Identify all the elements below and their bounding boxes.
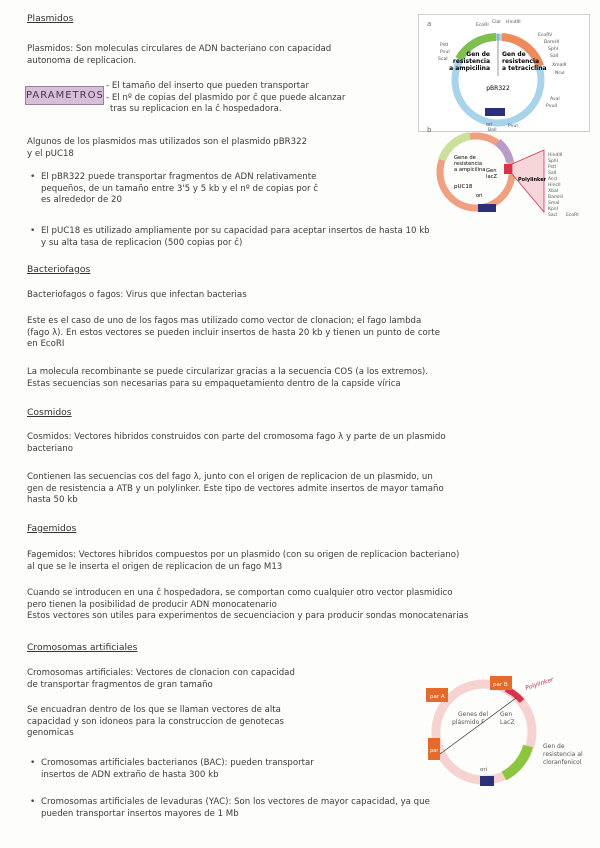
text-line: tras su replicacion en la ĉ hospedadora. bbox=[110, 104, 282, 114]
site-label: ClaI bbox=[492, 20, 501, 25]
heading-cosmidos: Cosmidos bbox=[27, 407, 72, 418]
cm-label: resistencia al bbox=[543, 751, 583, 758]
lacz-label: Gen bbox=[486, 168, 497, 174]
gene-label: resistencia bbox=[454, 161, 483, 167]
text-line: autonoma de replicacion. bbox=[27, 55, 137, 66]
yac-bullet bbox=[41, 797, 430, 820]
parametros-label: PARAMETROS bbox=[25, 86, 104, 105]
site-label: PvuI bbox=[508, 124, 518, 129]
parametros-list bbox=[106, 81, 345, 116]
text-line: Cromosomas artificiales de levaduras (YAC): Son los vectores de mayor capacidad, ya que bbox=[41, 797, 430, 807]
plasmid-name: pUC18 bbox=[454, 184, 473, 190]
bac-bullet bbox=[41, 758, 314, 781]
text-line: y el pUC18 bbox=[27, 148, 74, 159]
site-label: AccI bbox=[548, 177, 558, 182]
text-line: y su alta tasa de replicacion (500 copias por ĉ) bbox=[41, 237, 243, 248]
text-line: insertos de ADN extraño de hasta 300 kb bbox=[41, 769, 219, 780]
heading-fagemidos: Fagemidos bbox=[27, 523, 77, 534]
cm-label: cloranfenicol bbox=[543, 759, 582, 766]
lacz-label: LacZ bbox=[500, 719, 515, 726]
gene-label: Gen de bbox=[466, 51, 490, 58]
puc18-diagram bbox=[418, 120, 590, 220]
text-line: - El nº de copias del plasmido por ĉ que puede alcanzar bbox=[106, 92, 346, 103]
site-label: SphI bbox=[548, 47, 559, 52]
site-label: ScaI bbox=[438, 57, 448, 62]
gene-label: Gen de bbox=[502, 51, 526, 58]
ori-label: ori bbox=[476, 193, 483, 199]
text-line: de transportar fragmentos de gran tamaño bbox=[27, 679, 213, 690]
text-line: genomicas bbox=[27, 728, 74, 738]
heading-cromosomas: Cromosomas artificiales bbox=[27, 642, 138, 653]
ori-label: ori bbox=[480, 767, 488, 773]
bullet-icon: • bbox=[30, 226, 36, 236]
text-line: Estas secuencias son necesarias para su empaquetamiento dentro de la capside vírica bbox=[27, 378, 401, 389]
site-label: EcoRV bbox=[538, 33, 553, 38]
text-line: hasta 50 kb bbox=[27, 495, 78, 505]
text-line: Cromosomas artificiales bacterianos (BAC): pueden transportar bbox=[41, 758, 314, 768]
site-label: HindIII bbox=[548, 153, 563, 158]
site-label: XbaI bbox=[548, 189, 559, 194]
text-line: Este es el caso de uno de los fagos mas utilizado como vector de clonacion; el fago lambda bbox=[27, 316, 422, 326]
polylinker-block bbox=[504, 164, 512, 174]
text-line: pero tienen la posibilidad de producir ADN monocatenario bbox=[27, 599, 277, 610]
text-line: Algunos de los plasmidos mas utilizados son el plasmido pBR322 bbox=[27, 137, 308, 147]
cromosomas-definition bbox=[27, 668, 295, 691]
polylinker-label: Polylinker bbox=[518, 177, 547, 183]
lacz-arc bbox=[498, 142, 510, 162]
text-line: Fagemidos: Vectores hibridos compuestos por un plasmido (con su origen de replicacion bacteriano) bbox=[27, 550, 460, 560]
bullet-icon: • bbox=[30, 172, 36, 182]
text-line: Cromosomas artificiales: Vectores de clonacion con capacidad bbox=[27, 668, 295, 678]
bac-diagram bbox=[418, 668, 590, 796]
text-line: (fago λ). En estos vectores se pueden incluir insertos de hasta 20 kb y tienen un punto de corte bbox=[27, 327, 440, 338]
text-line: Plasmidos: Son moleculas circulares de ADN bacteriano con capacidad bbox=[27, 44, 332, 54]
plasmid-name: pBR322 bbox=[486, 85, 510, 92]
text-line: capacidad y son idoneos para la construccion de genotecas bbox=[27, 716, 284, 727]
restriction-sites bbox=[548, 152, 579, 218]
plasmidos-algunos bbox=[27, 137, 307, 160]
fagemidos-definition bbox=[27, 550, 459, 573]
par-a-label: par A bbox=[430, 694, 445, 700]
text-line: El pUC18 es utilizado ampliamente por su capacidad para aceptar insertos de hasta 10 kb bbox=[41, 226, 430, 236]
gene-label: a tetraciclina bbox=[502, 65, 547, 72]
site-label: PstI bbox=[548, 165, 557, 170]
text-line: al que se le inserta el origen de replicacion de un fago M13 bbox=[27, 561, 283, 572]
site-label: EcoRI bbox=[476, 23, 489, 28]
site-label: BamHI bbox=[548, 195, 563, 200]
bacteriofagos-p2 bbox=[27, 367, 428, 390]
site-label: BamHI bbox=[544, 40, 560, 45]
site-label: NruI bbox=[555, 71, 565, 76]
ori-block bbox=[480, 776, 494, 786]
puc18-bullet bbox=[41, 226, 430, 249]
lacz-label: lacZ bbox=[486, 174, 498, 180]
site-label: AvaI bbox=[550, 97, 560, 102]
text-line: Estos vectores son utiles para experimentos de secuenciacion y para producir sondas monocatenarias bbox=[27, 611, 469, 621]
site-label: SmaI bbox=[548, 201, 560, 206]
site-label: BalI bbox=[488, 128, 497, 132]
cm-label: Gen de bbox=[543, 743, 565, 750]
text-line: Cosmidos: Vectores hibridos construidos con parte del cromosoma fago λ y parte de un plasmido bbox=[27, 432, 446, 442]
par-b-label: par B bbox=[493, 682, 508, 688]
polylinker-label: Polylinker bbox=[524, 676, 555, 692]
text-line: Contienen las secuencias cos del fago λ, junto con el origen de replicacion de un plasmido, un bbox=[27, 472, 433, 482]
genes-f-label: Genes del bbox=[458, 711, 489, 718]
lacz-label: Gen bbox=[500, 711, 513, 718]
site-label: SacI bbox=[548, 213, 558, 218]
site-label: PstI bbox=[440, 43, 449, 48]
text-line: El pBR322 puede transportar fragmentos de ADN relativamente bbox=[41, 172, 317, 182]
site-label: EcoRI bbox=[566, 213, 579, 218]
site-label: HincII bbox=[548, 183, 561, 188]
text-line: La molecula recombinante se puede circularizar gracias a la secuencia COS (a los extremos). bbox=[27, 367, 429, 377]
site-label: PvuII bbox=[546, 104, 558, 109]
site-label: PvuI bbox=[440, 50, 450, 55]
bacteriofagos-definition: Bacteriofagos o fagos: Virus que infectan bacterias bbox=[27, 290, 247, 300]
text-line: bacteriano bbox=[27, 443, 73, 454]
site-label: HindIII bbox=[506, 20, 521, 25]
bullet-icon: • bbox=[30, 797, 36, 807]
cromosomas-p1 bbox=[27, 705, 284, 740]
text-line: pequeños, de un tamaño entre 3'5 y 5 kb y el nº de copias por ĉ bbox=[41, 183, 318, 194]
text-line: en EcoRI bbox=[27, 339, 65, 349]
plasmidos-definition bbox=[27, 44, 331, 67]
bullet-icon: • bbox=[30, 758, 36, 768]
text-line: - El tamaño del inserto que pueden transportar bbox=[106, 81, 309, 91]
ori-block bbox=[478, 204, 496, 212]
par-c-label: par C bbox=[430, 748, 444, 754]
site-label: SalI bbox=[548, 171, 557, 176]
text-line: pueden transportar insertos mayores de 1 Mb bbox=[41, 808, 239, 819]
ori-block bbox=[485, 108, 505, 116]
text-line: gen de resistencia a ATB y un polylinker. Este tipo de vectores admite insertos de mayor tamaño bbox=[27, 483, 444, 494]
pbr322-bullet bbox=[41, 172, 318, 207]
divider-line bbox=[440, 698, 516, 754]
text-line: Se encuadran dentro de los que se llaman vectores de alta bbox=[27, 705, 281, 715]
text-line: es alrededor de 20 bbox=[41, 195, 122, 205]
site-label: KpnI bbox=[548, 207, 558, 212]
ori-label: ori bbox=[486, 122, 493, 128]
site-label: SalI bbox=[550, 54, 559, 59]
gene-label: Gene de bbox=[454, 155, 476, 161]
gene-label: a ampicilina bbox=[449, 65, 490, 72]
gene-label: resistencia bbox=[502, 58, 540, 65]
gene-label: resistencia bbox=[452, 58, 490, 65]
site-label: XmaIII bbox=[552, 63, 567, 68]
gene-label: a ampicilina bbox=[454, 167, 486, 173]
pbr322-diagram bbox=[418, 14, 590, 132]
cosmidos-p1 bbox=[27, 472, 444, 507]
text-line: Cuando se introducen en una ĉ hospedadora, se comportan como cualquier otro vector plasmidico bbox=[27, 588, 453, 598]
genes-f-label: plásmido F bbox=[452, 719, 485, 726]
cm-resistance-arc bbox=[504, 746, 528, 776]
heading-bacteriofagos: Bacteriofagos bbox=[27, 264, 91, 275]
panel-label: a bbox=[427, 20, 432, 28]
site-label: SphI bbox=[548, 159, 558, 164]
heading-plasmidos: Plasmidos bbox=[27, 13, 74, 24]
bacteriofagos-p1 bbox=[27, 316, 440, 351]
cosmidos-definition bbox=[27, 432, 446, 455]
fagemidos-p1 bbox=[27, 588, 468, 623]
panel-label: b bbox=[427, 126, 432, 134]
